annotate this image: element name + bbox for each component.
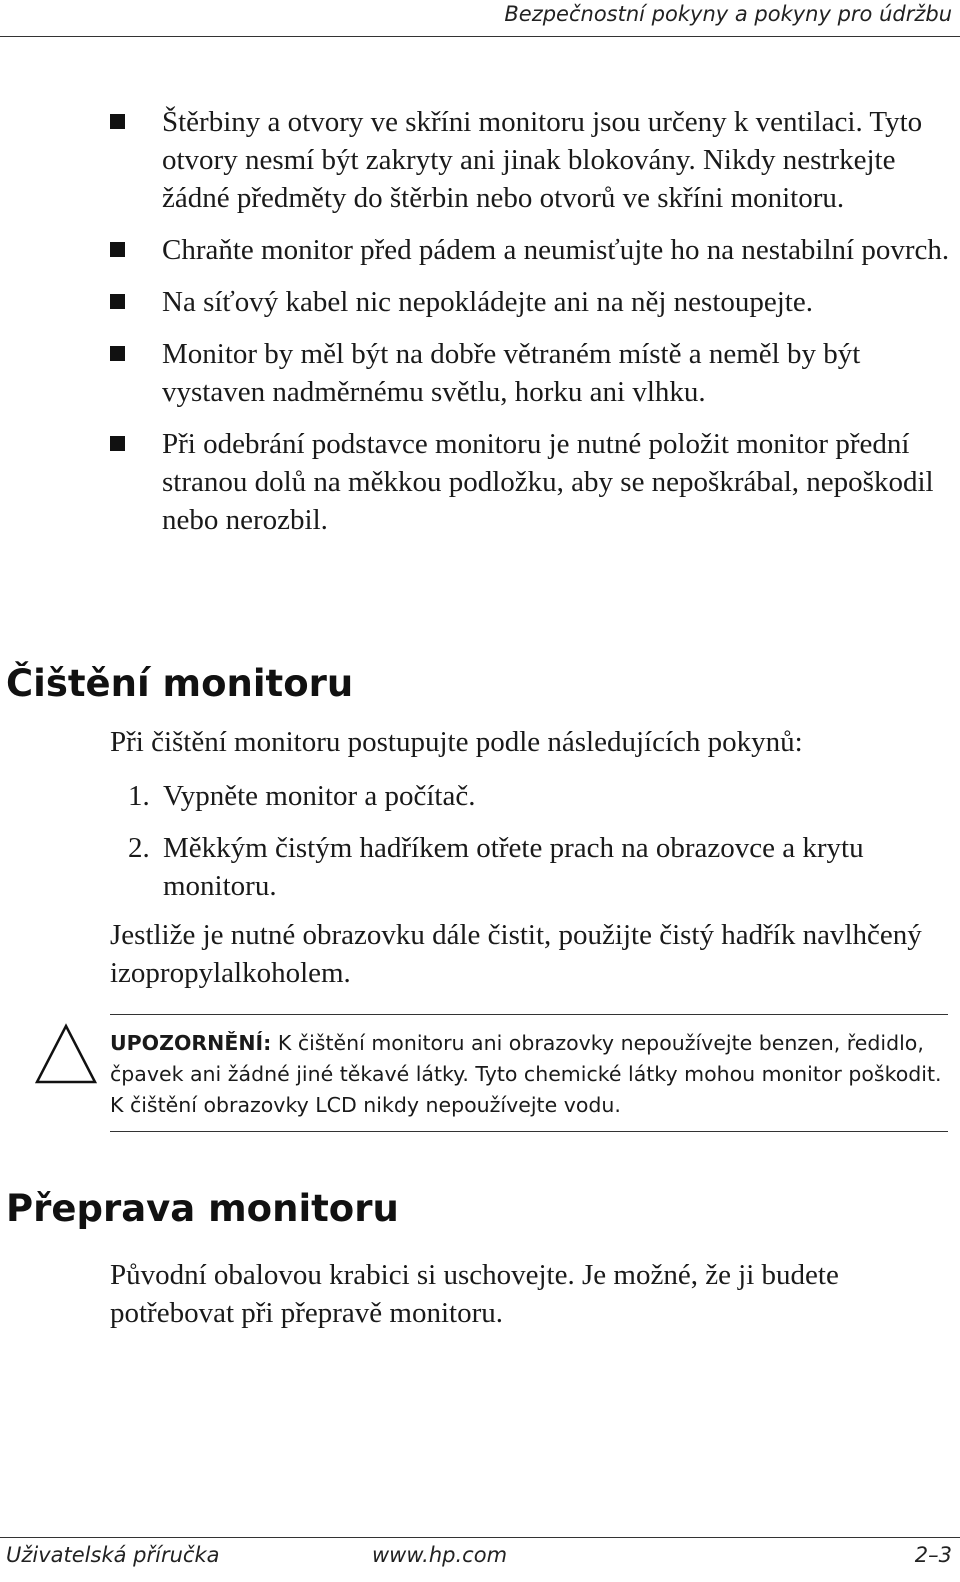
- bullet-text: Monitor by měl být na dobře větraném místě a neměl by být vystaven nadměrnému světlu, horku ani vlhku.: [162, 338, 861, 408]
- bullet-text: Na síťový kabel nic nepokládejte ani na něj nestoupejte.: [162, 286, 813, 318]
- step-text: Měkkým čistým hadříkem otřete prach na obrazovce a krytu monitoru.: [163, 832, 864, 902]
- transport-paragraph: Původní obalovou krabici si uschovejte. Je možné, že ji budete potřebovat při přepravě monitoru.: [110, 1259, 839, 1329]
- section-title-transport: Přeprava monitoru: [6, 1187, 399, 1230]
- step-text: Vypněte monitor a počítač.: [163, 780, 476, 812]
- step-item: [128, 777, 948, 815]
- bullet-item: [110, 425, 950, 539]
- bullet-text: Chraňte monitor před pádem a neumisťujte ho na nestabilní povrch.: [162, 234, 950, 266]
- bullet-item: [110, 103, 950, 217]
- bullet-item: [110, 335, 950, 411]
- caution-triangle-icon: [34, 1022, 98, 1086]
- step-number: 2.: [128, 832, 150, 864]
- bullet-square-icon: [110, 114, 125, 129]
- step-number: 1.: [128, 780, 150, 812]
- running-header: [0, 0, 960, 37]
- bullet-square-icon: [110, 346, 125, 361]
- caution-text-block: [110, 1028, 948, 1121]
- bullet-item: [110, 231, 950, 269]
- running-footer: [0, 1537, 960, 1582]
- bullet-text: Při odebrání podstavce monitoru je nutné položit monitor přední stranou dolů na měkkou podložku, aby se nepoškrábal, nepoškodil nebo nerozbil.: [162, 428, 934, 536]
- cleaning-steps-list: [128, 777, 948, 919]
- step-item: [128, 829, 948, 905]
- caution-bottom-rule: [110, 1131, 948, 1132]
- bullet-text: Štěrbiny a otvory ve skříni monitoru jsou určeny k ventilaci. Tyto otvory nesmí být zakryty ani jinak blokovány. Nikdy nestrkejte žádné předměty do štěrbin nebo otvorů ve skříni monitoru.: [162, 106, 923, 214]
- caution-box: [0, 1014, 960, 1134]
- footer-page-number: 2–3: [914, 1543, 952, 1567]
- bullet-square-icon: [110, 294, 125, 309]
- bullet-square-icon: [110, 436, 125, 451]
- caution-message: K čištění monitoru ani obrazovky nepoužívejte benzen, ředidlo, čpavek ani žádné jiné těkavé látky. Tyto chemické látky mohou monitor poškodit. K čištění obrazovky LCD nikdy nepoužívejte vodu.: [110, 1031, 942, 1117]
- section-title-cleaning: Čištění monitoru: [6, 662, 354, 705]
- running-header-title: Bezpečnostní pokyny a pokyny pro údržbu: [504, 2, 952, 26]
- bullet-square-icon: [110, 242, 125, 257]
- safety-bullet-list: [110, 103, 950, 553]
- footer-website: www.hp.com: [372, 1543, 508, 1567]
- footer-manual-title: Uživatelská příručka: [6, 1543, 220, 1567]
- caution-label: UPOZORNĚNÍ:: [110, 1031, 272, 1055]
- cleaning-intro-paragraph: Při čištění monitoru postupujte podle následujících pokynů:: [110, 726, 803, 758]
- bullet-item: [110, 283, 950, 321]
- caution-top-rule: [110, 1014, 948, 1015]
- cleaning-followup-paragraph: Jestliže je nutné obrazovku dále čistit, použijte čistý hadřík navlhčený izopropylalkoholem.: [110, 919, 922, 989]
